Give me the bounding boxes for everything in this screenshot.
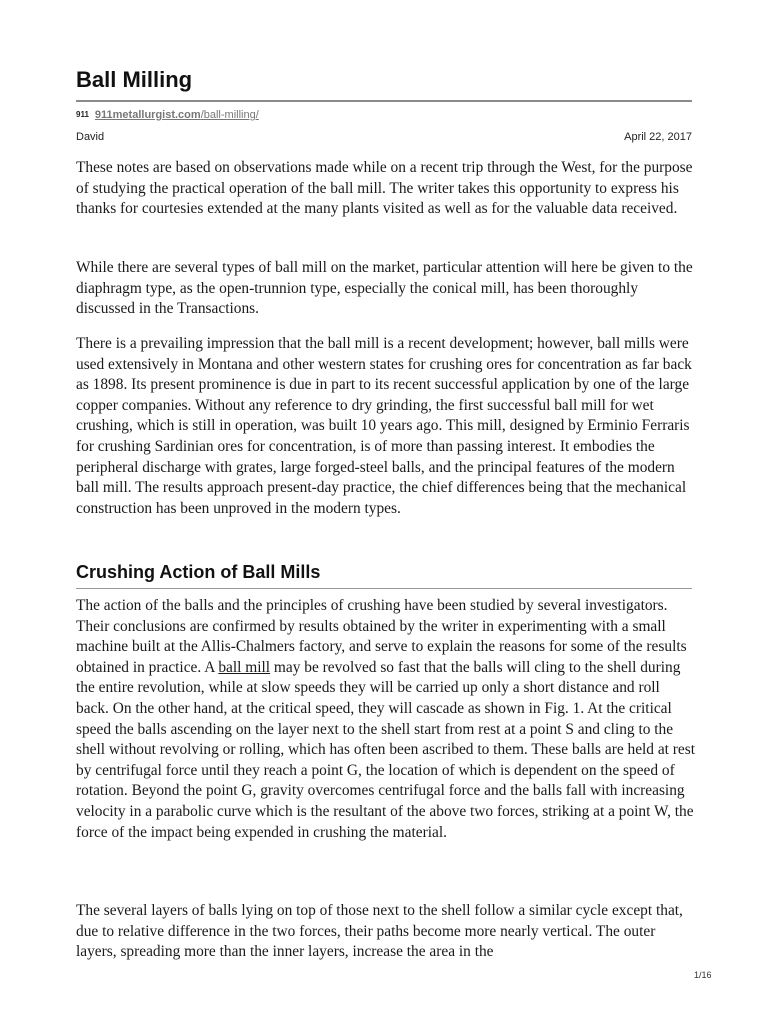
page-title: Ball Milling — [76, 67, 193, 92]
paragraph-text: The action of the balls and the principles of crushing have been studied by several investigators. Their conclusions are confirmed by results obtained by the writer in experimenting with a small machine built at the Allis-Chalmers factory, and serve to explain the reasons for some of the results obtained in practice. A — [76, 597, 687, 676]
author-name: David — [76, 131, 105, 143]
section-divider — [76, 588, 692, 589]
paragraph-1: These notes are based on observations made while on a recent trip through the West, for the purpose of studying the practical operation of the ball mill. The writer takes this opportunity to express his thanks for courtesies extended at the many plants visited as well as for the valuable data received. — [76, 159, 693, 218]
section-paragraph-1 — [76, 596, 696, 843]
section-heading: Crushing Action of Ball Mills — [76, 562, 321, 582]
publish-date: April 22, 2017 — [624, 131, 692, 143]
source-line — [76, 107, 259, 123]
page-number: 1/16 — [694, 970, 712, 980]
paragraph-2: While there are several types of ball mill on the market, particular attention will here be given to the diaphragm type, as the open-trunnion type, especially the conical mill, has been thoroughly discussed in the Transactions. — [76, 259, 693, 318]
source-link-path[interactable]: /ball-milling/ — [200, 109, 259, 121]
site-logo: 911 — [76, 110, 89, 119]
source-link-domain[interactable]: 911metallurgist.com — [94, 109, 201, 121]
title-divider — [76, 100, 692, 102]
paragraph-text: may be revolved so fast that the balls will cling to the shell during the entire revolution, while at slow speeds they will be carried up only a short distance and roll back. On the other hand, at the critical speed, they will cascade as shown in Fig. 1. At the critical speed the balls ascending on the layer next to the shell start from rest at a point S and cling to the shell without revolving or rolling, which has often been ascribed to them. These balls are held at rest by centrifugal force until they reach a point G, the location of which is dependent on the speed of rotation. Beyond the point G, gravity overcomes centrifugal force and the balls fall with increasing velocity in a parabolic curve which is the resultant of the above two forces, striking at a point W, the force of the impact being expended in crushing the material. — [76, 658, 696, 841]
section-paragraph-2: The several layers of balls lying on top of those next to the shell follow a similar cycle except that, due to relative difference in the two forces, their paths become more nearly vertical. The outer layers, spreading more than the inner layers, increase the area in the — [76, 902, 683, 961]
article-meta — [76, 129, 692, 145]
paragraph-3: There is a prevailing impression that the ball mill is a recent development; however, ball mills were used extensively in Montana and other western states for crushing ores for concentration as far back as 1898. Its present prominence is due in part to its recent successful application by one of the large copper companies. Without any reference to dry grinding, the first successful ball mill for wet crushing, which is still in operation, was built 10 years ago. This mill, designed by Erminio Ferraris for crushing Sardinian ores for concentration, is of more than passing interest. It embodies the peripheral discharge with grates, large forged-steel balls, and the principal features of the modern ball mill. The results approach present-day practice, the chief differences being that the mechanical construction has been unproved in the modern types. — [76, 335, 692, 517]
ball-mill-link[interactable]: ball mill — [218, 658, 271, 676]
